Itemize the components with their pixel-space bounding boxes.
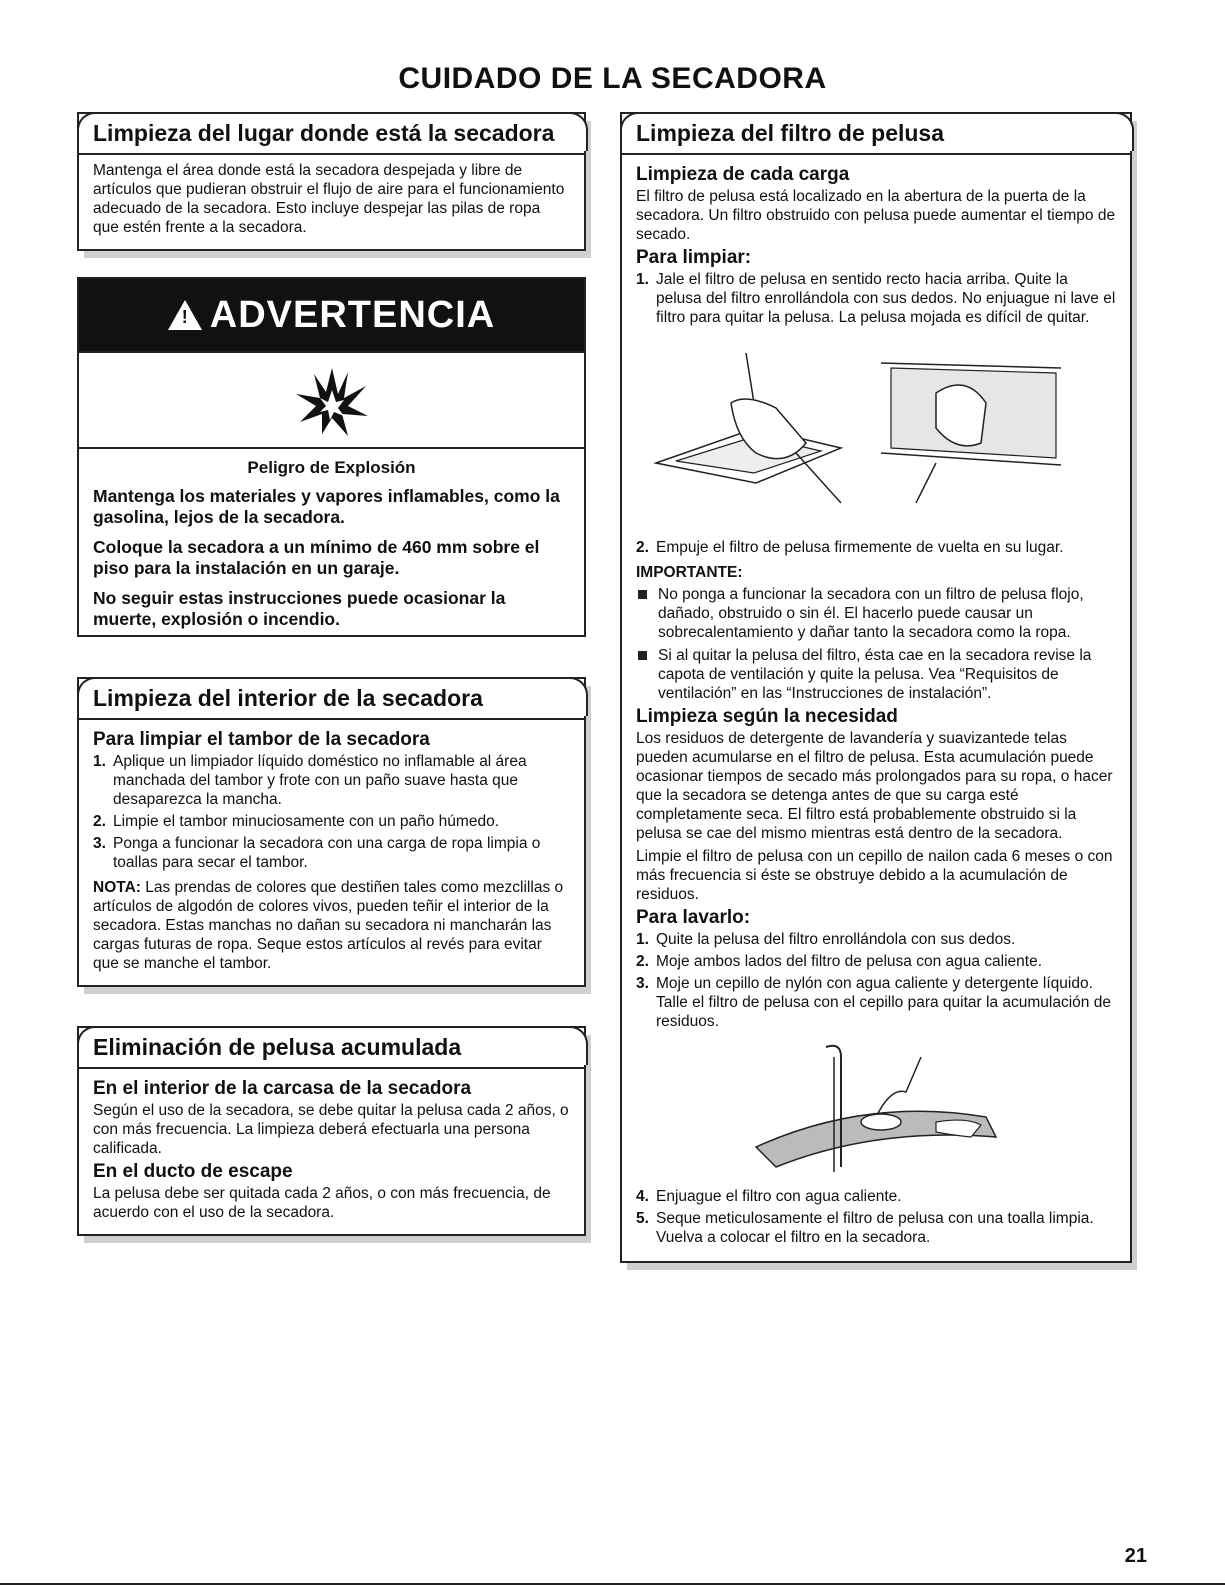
warning-triangle-icon: ! bbox=[168, 300, 202, 330]
list-item: 3. Ponga a funcionar la secadora con una carga de ropa limpia o toallas para secar el tambor. bbox=[93, 835, 541, 871]
interior-subheading: Para limpiar el tambor de la secadora bbox=[93, 729, 430, 750]
interior-section bbox=[77, 677, 586, 987]
list-item: 1. Aplique un limpiador líquido doméstico no inflamable al área manchada del tambor y frote con un paño suave hasta que desaparezca la mancha. bbox=[93, 753, 527, 808]
lint-removal-sub2: En el ducto de escape bbox=[93, 1161, 293, 1182]
list-item: 2. Empuje el filtro de pelusa firmemente de vuelta en su lugar. bbox=[636, 539, 1064, 556]
every-load-heading: Limpieza de cada carga bbox=[636, 164, 850, 185]
interior-section-heading: Limpieza del interior de la secadora bbox=[77, 677, 588, 716]
list-item: 1. Quite la pelusa del filtro enrollándola con sus dedos. bbox=[636, 931, 1016, 948]
warning-line: Coloque la secadora a un mínimo de 460 mm sobre el piso para la instalación en un garaje. bbox=[93, 537, 540, 578]
page-number: 21 bbox=[1124, 1545, 1147, 1567]
area-section-heading: Limpieza del lugar donde está la secadora bbox=[77, 112, 588, 151]
warning-line: Mantenga los materiales y vapores inflamables, como la gasolina, lejos de la secadora. bbox=[93, 486, 560, 527]
filter-section bbox=[620, 112, 1132, 1263]
list-item: 1. Jale el filtro de pelusa en sentido recto hacia arriba. Quite la pelusa del filtro enrollándola con sus dedos. No enjuague ni lave el filtro para quitar la pelusa. La pelusa mojada es difícil de quitar. bbox=[636, 271, 1116, 326]
list-item: No ponga a funcionar la secadora con un filtro de pelusa flojo, dañado, obstruido o sin él. El hacerlo puede causar un sobrecalentamiento y dañar tanto la secadora como la ropa. bbox=[636, 585, 1116, 642]
warning-banner bbox=[79, 279, 584, 353]
area-section-body: Mantenga el área donde está la secadora despejada y libre de artículos que pudieran obstruir el flujo de aire para el funcionamiento adecuado de la secadora. Esto incluye despejar las pilas de ropa que estén frente a la secadora. bbox=[93, 162, 565, 236]
wash-heading: Para lavarlo: bbox=[636, 907, 751, 928]
as-needed-heading: Limpieza según la necesidad bbox=[636, 706, 898, 727]
hazard-title: Peligro de Explosión bbox=[247, 458, 416, 477]
lint-removal-body1: Según el uso de la secadora, se debe quitar la pelusa cada 2 años, o con más frecuencia. La limpieza deberá efectuarla una persona calificada. bbox=[93, 1102, 569, 1157]
warning-banner-text: ADVERTENCIA bbox=[209, 293, 496, 336]
list-item: 4. Enjuague el filtro con agua caliente. bbox=[636, 1188, 902, 1205]
lint-removal-body2: La pelusa debe ser quitada cada 2 años, o con más frecuencia, de acuerdo con el uso de la secadora. bbox=[93, 1185, 551, 1221]
filter-removal-illustration bbox=[636, 333, 1116, 538]
lint-removal-sub1: En el interior de la carcasa de la secadora bbox=[93, 1078, 472, 1099]
to-clean-heading: Para limpiar: bbox=[636, 247, 752, 268]
every-load-body: El filtro de pelusa está localizado en la abertura de la puerta de la secadora. Un filtro obstruido con pelusa puede aumentar el tiempo de secado. bbox=[636, 188, 1116, 243]
list-item: 2. Moje ambos lados del filtro de pelusa con agua caliente. bbox=[636, 953, 1043, 970]
list-item: Si al quitar la pelusa del filtro, ésta cae en la secadora revise la capota de ventilación y quite la pelusa. Vea “Requisitos de ventilación” en las “Instrucciones de instalación”. bbox=[636, 646, 1116, 703]
as-needed-body: Limpie el filtro de pelusa con un cepillo de nailon cada 6 meses o con más frecuencia si éste se obstruye debido a la acumulación de residuos. bbox=[636, 848, 1113, 903]
list-item: 5. Seque meticulosamente el filtro de pelusa con una toalla limpia. Vuelva a colocar el filtro en la secadora. bbox=[636, 1210, 1094, 1246]
lint-removal-heading: Eliminación de pelusa acumulada bbox=[77, 1026, 588, 1065]
warning-box bbox=[77, 277, 586, 637]
filter-section-heading: Limpieza del filtro de pelusa bbox=[620, 112, 1134, 151]
page-title: CUIDADO DE LA SECADORA bbox=[398, 62, 827, 95]
list-item: 3. Moje un cepillo de nylón con agua caliente y detergente líquido. Talle el filtro de pelusa con el cepillo para quitar la acumulación de residuos. bbox=[636, 975, 1111, 1030]
important-label: IMPORTANTE: bbox=[636, 564, 743, 581]
as-needed-body: Los residuos de detergente de lavandería y suavizantede telas pueden acumularse en el filtro de pelusa. Esta acumulación puede ocasionar tiempos de secado más prolongados para su ropa, o hacer que la secadora se detenga antes de que su carga esté completamente seca. El filtro está probablemente obstruido si la pelusa se cae del mismo mientras está dentro de la secadora. bbox=[636, 730, 1113, 842]
list-item: 2. Limpie el tambor minuciosamente con un paño húmedo. bbox=[93, 813, 500, 830]
explosion-icon bbox=[292, 360, 372, 440]
filter-wash-illustration bbox=[636, 1037, 1116, 1187]
lint-removal-section bbox=[77, 1026, 586, 1236]
note: NOTA: Las prendas de colores que destiñen tales como mezclillas o artículos de algodón de colores vivos, pueden teñir el interior de la secadora. Estas manchas no dañan su secadora ni mancharán las cargas futuras de ropa. Seque estos artículos al revés para evitar que se manche el tambor. bbox=[93, 879, 564, 972]
area-section bbox=[77, 112, 586, 251]
warning-line: No seguir estas instrucciones puede ocasionar la muerte, explosión o incendio. bbox=[93, 588, 506, 629]
